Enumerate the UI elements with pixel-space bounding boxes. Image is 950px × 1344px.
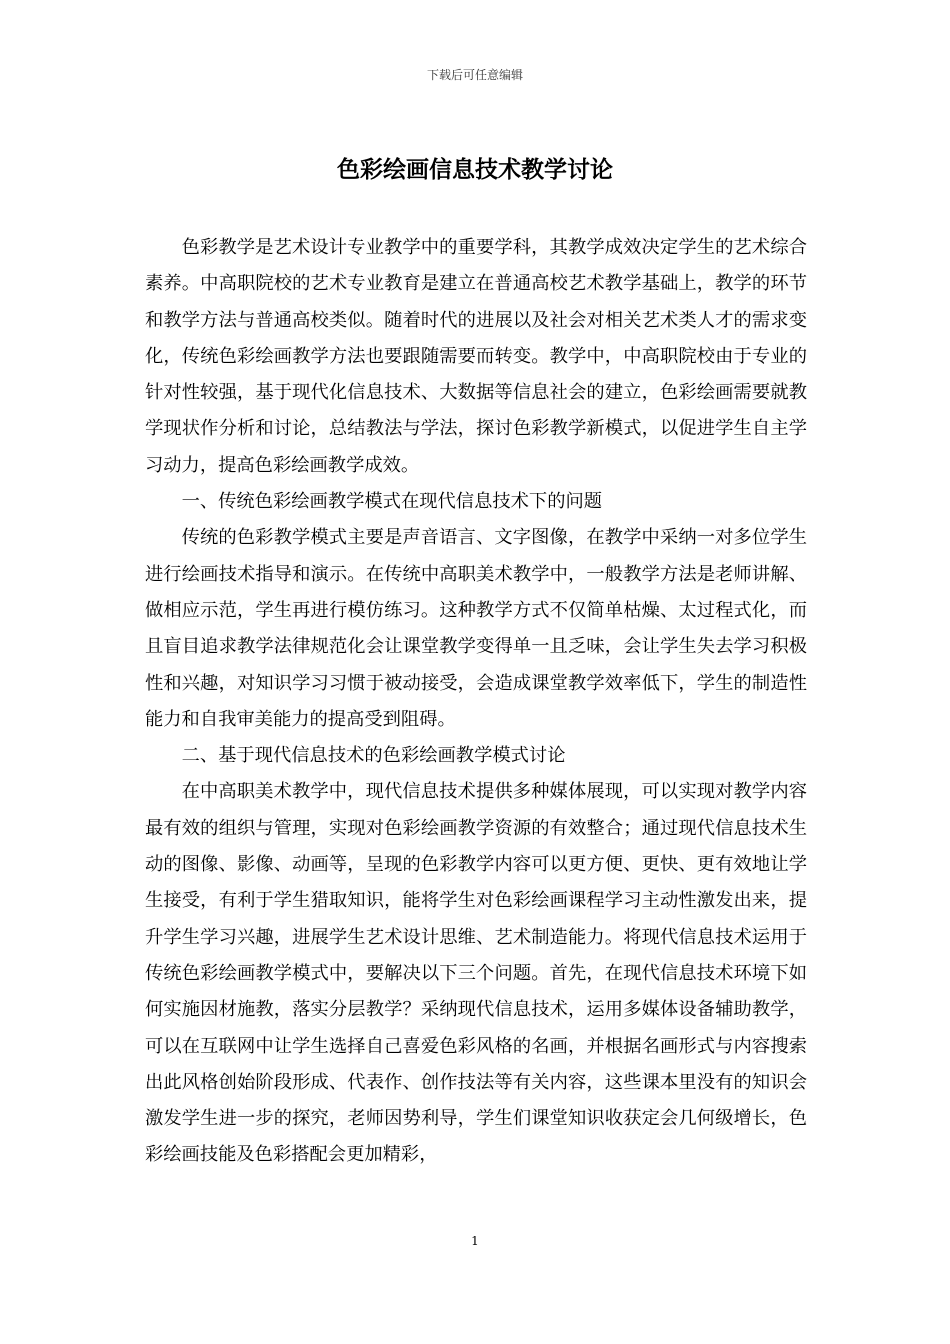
section-heading-2: 二、基于现代信息技术的色彩绘画教学模式讨论 (181, 745, 566, 767)
paragraph-section-1: 传统的色彩教学模式主要是声音语言、文字图像，在教学中采纳一对多位学生进行绘画技术指导和演示。在传统中高职美术教学中，一般教学方法是老师讲解、做相应示范，学生再进行模仿练习。这种教学方式不仅简单枯燥、太过程式化，而且盲目追求教学法律规范化会让课堂教学变得单一且乏味，会让学生失去学习积极性和兴趣，对知识学习习惯于被动接受，会造成课堂教学效率低下，学生的制造性能力和自我审美能力的提高受到阻碍。 (145, 527, 807, 730)
document-title: 色彩绘画信息技术教学讨论 (337, 156, 613, 183)
page-header-note: 下载后可任意编辑 (426, 68, 523, 82)
paragraph-section-2: 在中高职美术教学中，现代信息技术提供多种媒体展现，可以实现对教学内容最有效的组织与管理，实现对色彩绘画教学资源的有效整合；通过现代信息技术生动的图像、影像、动画等，呈现的色彩教学内容可以更方便、更快、更有效地让学生接受，有利于学生猎取知识，能将学生对色彩绘画课程学习主动性激发出来，提升学生学习兴趣，进展学生艺术设计思维、艺术制造能力。将现代信息技术运用于传统色彩绘画教学模式中，要解决以下三个问题。首先，在现代信息技术环境下如何实施因材施教，落实分层教学？采纳现代信息技术，运用多媒体设备辅助教学，可以在互联网中让学生选择自己喜爱色彩风格的名画，并根据名画形式与内容搜索出此风格创始阶段形成、代表作、创作技法等有关内容，这些课本里没有的知识会激发学生进一步的探究，老师因势利导，学生们课堂知识收获定会几何级增长，色彩绘画技能及色彩搭配会更加精彩， (145, 781, 807, 1166)
document-body (145, 230, 807, 1174)
paragraph-intro: 色彩教学是艺术设计专业教学中的重要学科，其教学成效决定学生的艺术综合素养。中高职院校的艺术专业教育是建立在普通高校艺术教学基础上，教学的环节和教学方法与普通高校类似。随着时代的进展以及社会对相关艺术类人才的需求变化，传统色彩绘画教学方法也要跟随需要而转变。教学中，中高职院校由于专业的针对性较强，基于现代化信息技术、大数据等信息社会的建立，色彩绘画需要就教学现状作分析和讨论，总结教法与学法，探讨色彩教学新模式，以促进学生自主学习动力，提高色彩绘画教学成效。 (145, 237, 807, 476)
section-heading-1: 一、传统色彩绘画教学模式在现代信息技术下的问题 (181, 491, 603, 513)
page-number: 1 (471, 1234, 479, 1248)
